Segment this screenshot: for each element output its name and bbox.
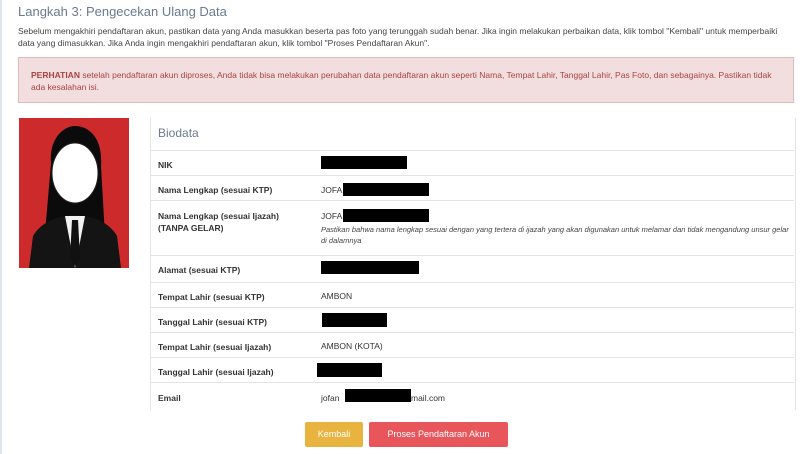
alamat-redacted bbox=[321, 261, 419, 274]
page-left-border bbox=[0, 0, 2, 454]
tempat-ijazah-label: Tempat Lahir (sesuai Ijazah) bbox=[158, 342, 272, 352]
tempat-ktp-value: AMBON bbox=[321, 291, 353, 301]
intro-text: Sebelum mengakhiri pendaftaran akun, pastikan data yang Anda masukkan beserta pas foto yang terunggah sudah benar. Jika ingin melakukan perbaikan data, klik tombol "Kembali" untuk memperbaiki data yang dimasukkan. Jika Anda ingin mengakhiri pendaftaran akun, klik tombol "Proses Pendaftaran Akun". bbox=[18, 26, 778, 48]
nama-ijazah-redacted bbox=[343, 209, 429, 222]
tempat-ijazah-value: AMBON (KOTA) bbox=[321, 341, 383, 351]
email-suffix: mail.com bbox=[411, 393, 446, 403]
back-button[interactable]: Kembali bbox=[305, 422, 363, 447]
nama-ktp-value: JOFA bbox=[321, 185, 343, 195]
tanggal-ktp-label: Tanggal Lahir (sesuai KTP) bbox=[158, 317, 267, 327]
process-registration-button[interactable]: Proses Pendaftaran Akun bbox=[369, 422, 508, 447]
row-alamat bbox=[150, 255, 794, 283]
alert-strong: PERHATIAN bbox=[31, 70, 80, 80]
row-tanggal-ijazah bbox=[150, 357, 794, 383]
nik-label: NIK bbox=[158, 160, 173, 170]
row-nama-ktp bbox=[150, 175, 794, 201]
tanggal-ktp-redacted bbox=[322, 313, 387, 327]
tanggal-ijazah-label: Tanggal Lahir (sesuai Ijazah) bbox=[158, 367, 274, 377]
nama-ktp-label: Nama Lengkap (sesuai KTP) bbox=[158, 185, 273, 195]
email-redacted bbox=[345, 389, 411, 402]
row-email bbox=[150, 382, 794, 411]
row-tempat-ktp bbox=[150, 282, 794, 308]
alert-text: setelah pendaftaran akun diproses, Anda tidak bisa melakukan perubahan data pendaftaran akun seperti Nama, Tempat Lahir, Tanggal Lahir, Pas Foto, dan sebagainya. Pastikan tidak ada kesalahan isi. bbox=[31, 70, 772, 92]
email-label: Email bbox=[158, 393, 181, 403]
tempat-ktp-label: Tempat Lahir (sesuai KTP) bbox=[158, 292, 265, 302]
nik-redacted bbox=[321, 156, 407, 169]
pas-foto bbox=[19, 118, 129, 268]
row-tempat-ijazah bbox=[150, 332, 794, 358]
tanggal-ijazah-redacted bbox=[317, 363, 382, 377]
nama-ktp-redacted bbox=[343, 183, 429, 196]
photo-image bbox=[19, 118, 129, 268]
nama-ijazah-value: JOFA bbox=[321, 211, 343, 221]
email-prefix: jofan bbox=[321, 393, 340, 403]
row-tanggal-ktp bbox=[150, 307, 794, 333]
page-title: Langkah 3: Pengecekan Ulang Data bbox=[18, 4, 227, 19]
warning-alert bbox=[18, 57, 794, 103]
biodata-title: Biodata bbox=[158, 126, 199, 140]
nama-ijazah-note: Pastikan bahwa nama lengkap sesuai dengan yang tertera di ijazah yang akan digunakan untuk melamar dan tidak mengandung unsur gelar di dalamnya bbox=[321, 225, 789, 245]
nama-ijazah-label: Nama Lengkap (sesuai Ijazah) (TANPA GELAR) bbox=[158, 211, 279, 233]
row-nik bbox=[150, 150, 794, 176]
row-nama-ijazah bbox=[150, 200, 794, 256]
alamat-label: Alamat (sesuai KTP) bbox=[158, 265, 241, 275]
